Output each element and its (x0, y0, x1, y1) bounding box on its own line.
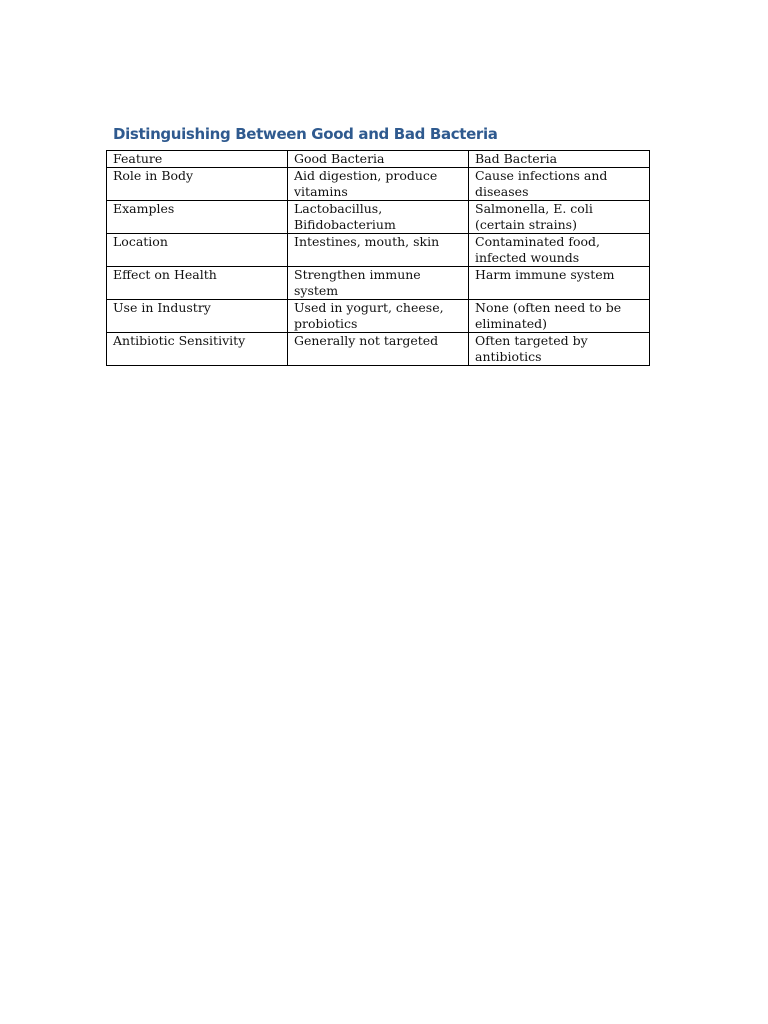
table-cell: Location (107, 234, 288, 267)
table-row (107, 267, 650, 300)
table-header-row (107, 151, 650, 168)
bacteria-comparison-table (106, 150, 650, 366)
table-cell: Role in Body (107, 168, 288, 201)
header-cell: Bad Bacteria (469, 151, 650, 168)
table-cell: Contaminated food, infected wounds (469, 234, 650, 267)
document-title: Distinguishing Between Good and Bad Bacteria (113, 125, 498, 143)
table-cell: Generally not targeted (288, 333, 469, 366)
table-cell: Examples (107, 201, 288, 234)
table-row (107, 300, 650, 333)
table-cell: Used in yogurt, cheese, probiotics (288, 300, 469, 333)
table-cell: Effect on Health (107, 267, 288, 300)
table-row (107, 201, 650, 234)
table-row (107, 234, 650, 267)
table-cell: Use in Industry (107, 300, 288, 333)
table-cell: Harm immune system (469, 267, 650, 300)
table-cell: Cause infections and diseases (469, 168, 650, 201)
table-row (107, 168, 650, 201)
table-cell: Intestines, mouth, skin (288, 234, 469, 267)
header-cell: Feature (107, 151, 288, 168)
table-cell: Salmonella, E. coli (certain strains) (469, 201, 650, 234)
header-cell: Good Bacteria (288, 151, 469, 168)
table-cell: Antibiotic Sensitivity (107, 333, 288, 366)
table-cell: Aid digestion, produce vitamins (288, 168, 469, 201)
table-cell: Often targeted by antibiotics (469, 333, 650, 366)
table-row (107, 333, 650, 366)
table-cell: Strengthen immune system (288, 267, 469, 300)
table-cell: None (often need to be eliminated) (469, 300, 650, 333)
table-cell: Lactobacillus, Bifidobacterium (288, 201, 469, 234)
